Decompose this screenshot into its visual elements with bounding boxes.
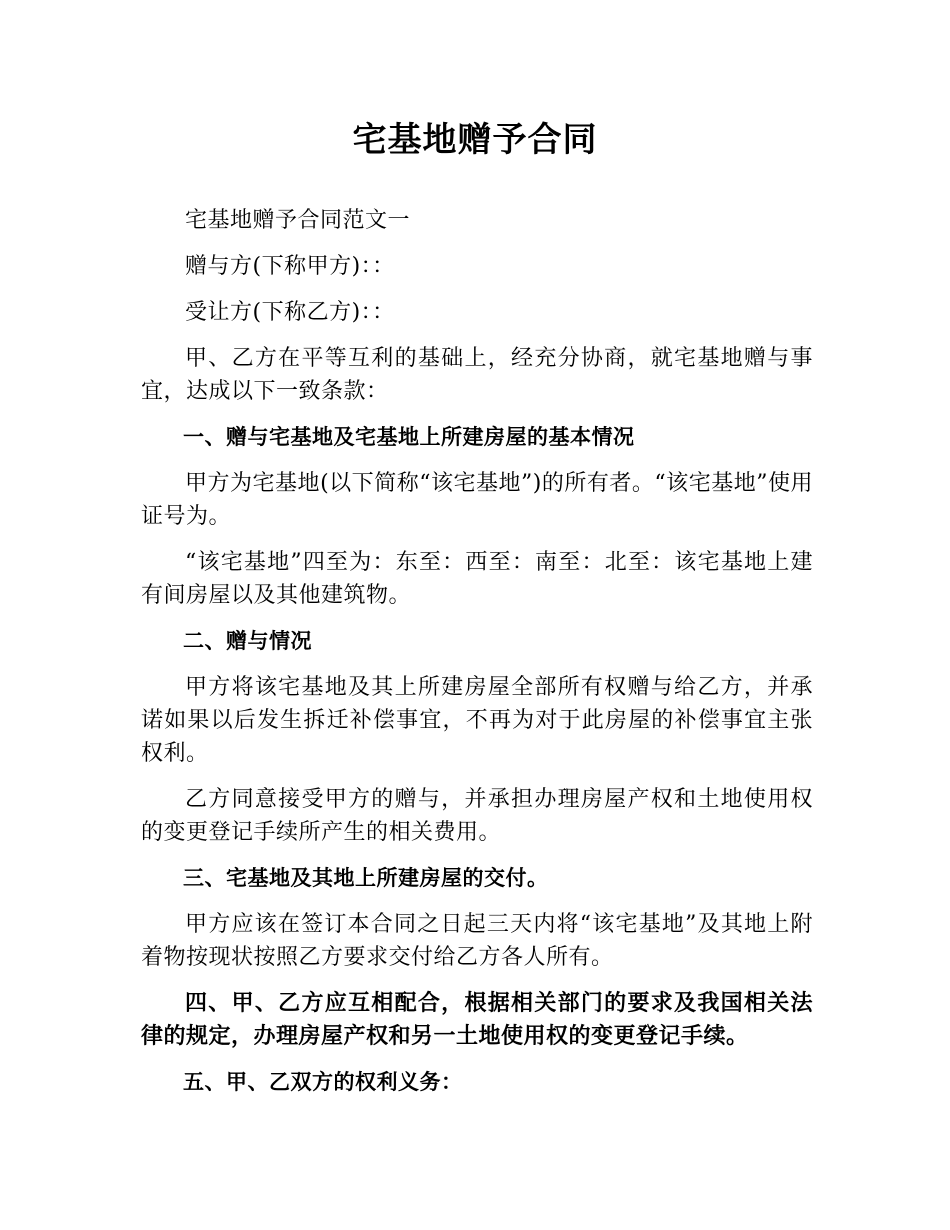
paragraph: 甲方应该在签订本合同之日起三天内将“该宅基地”及其地上附着物按现状按照乙方要求交付给乙方各人所有。 — [141, 912, 813, 970]
paragraph-subtitle: 宅基地赠予合同范文一 — [185, 208, 411, 233]
paragraph: “该宅基地”四至为：东至：西至：南至：北至：该宅基地上建有间房屋以及其他建筑物。 — [141, 550, 813, 608]
document-body — [141, 204, 813, 1112]
paragraph-donor: 赠与方(下称甲方)：： — [185, 254, 395, 279]
paragraph-recipient: 受让方(下称乙方)：： — [185, 300, 395, 325]
section-heading-2: 二、赠与情况 — [183, 629, 312, 653]
section-heading-4: 四、甲、乙方应互相配合，根据相关部门的要求及我国相关法律的规定，办理房屋产权和另一土地使用权的变更登记手续。 — [141, 991, 813, 1049]
document-title: 宅基地赠予合同 — [352, 120, 598, 160]
paragraph-preamble: 甲、乙方在平等互利的基础上，经充分协商，就宅基地赠与事宜，达成以下一致条款： — [141, 346, 813, 404]
paragraph: 甲方将该宅基地及其上所建房屋全部所有权赠与给乙方，并承诺如果以后发生拆迁补偿事宜，不再为对于此房屋的补偿事宜主张权利。 — [141, 675, 813, 766]
section-heading-5: 五、甲、乙双方的权利义务： — [183, 1070, 463, 1094]
section-heading-3: 三、宅基地及其地上所建房屋的交付。 — [183, 866, 549, 890]
paragraph: 甲方为宅基地(以下简称“该宅基地”)的所有者。“该宅基地”使用证号为。 — [141, 471, 813, 529]
paragraph: 乙方同意接受甲方的赠与，并承担办理房屋产权和土地使用权的变更登记手续所产生的相关费用。 — [141, 787, 813, 845]
section-heading-1: 一、赠与宅基地及宅基地上所建房屋的基本情况 — [183, 425, 635, 449]
